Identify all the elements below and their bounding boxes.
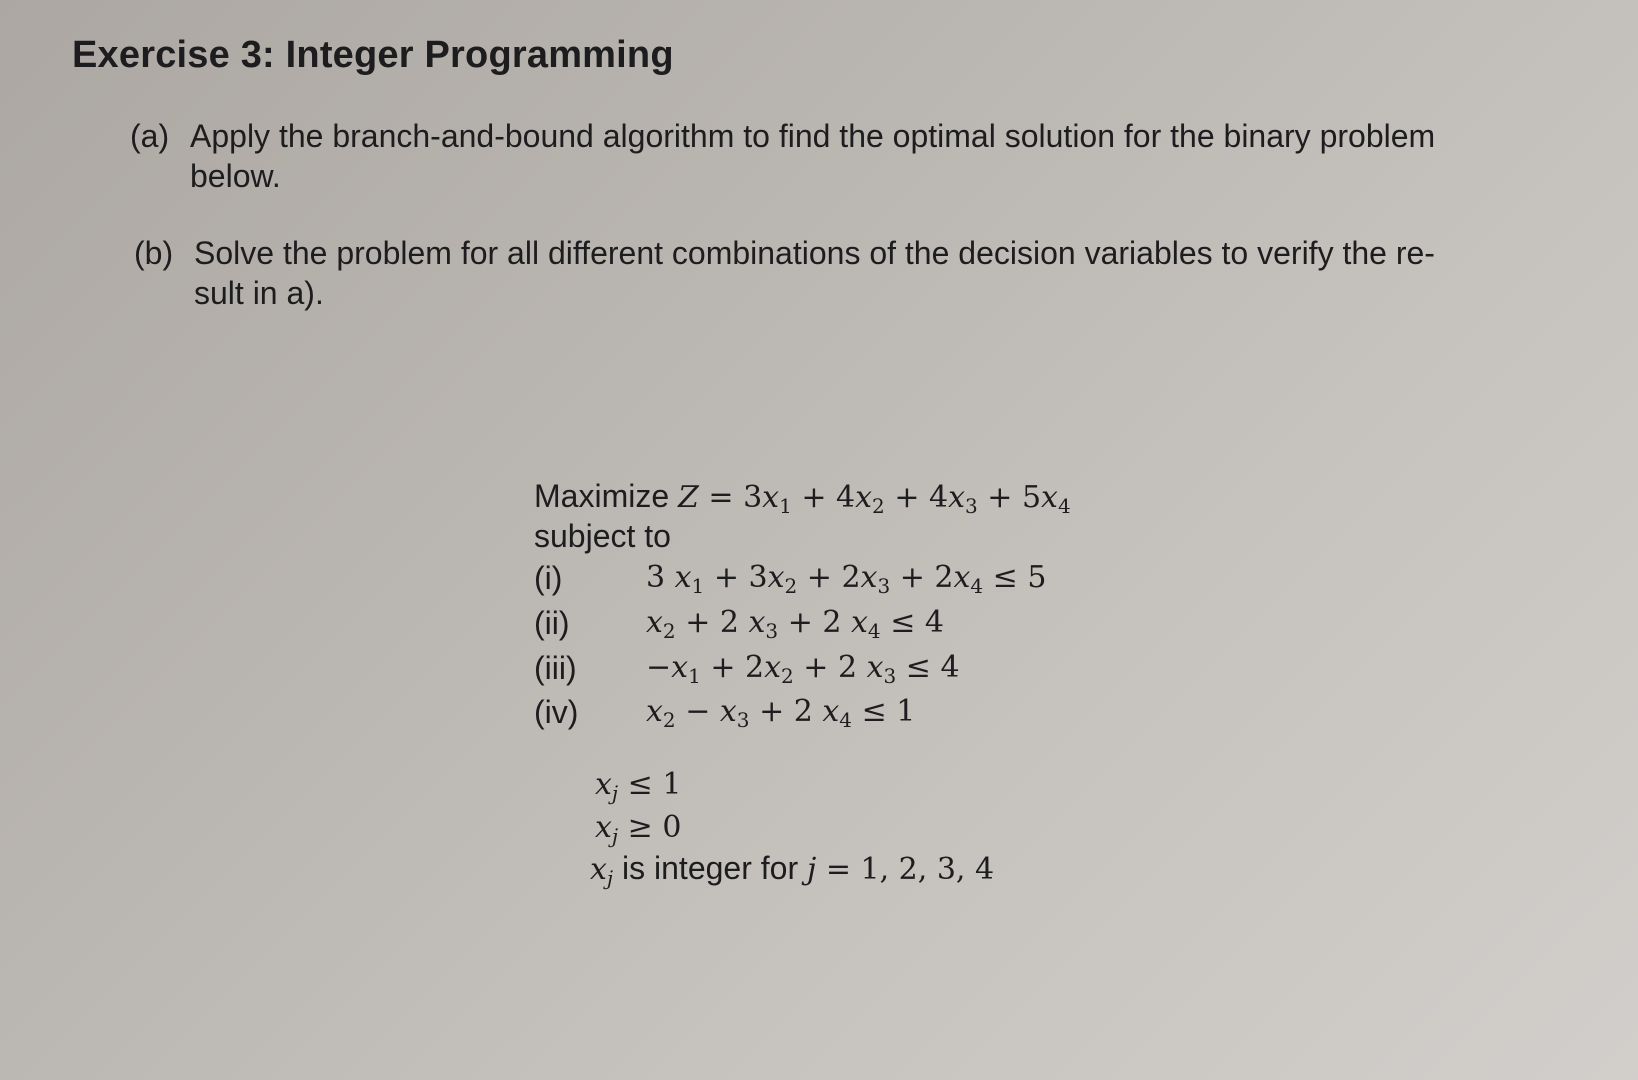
part-a-line-2: below.: [190, 158, 281, 194]
lower-bound: $x_j \ge 0$: [595, 810, 682, 848]
part-b: [134, 233, 1435, 313]
constraint-label-iii: (iii): [534, 650, 577, 686]
constraint-label-ii: (ii): [534, 605, 570, 641]
upper-bound: $x_j \le 1$: [595, 767, 682, 805]
part-b-line-1: Solve the problem for all different combinations of the decision variables to verify the re-: [194, 235, 1435, 271]
exercise-title: Exercise 3: Integer Programming: [72, 34, 674, 76]
integer-condition-text: is integer for: [622, 850, 799, 886]
objective-word: Maximize: [534, 478, 670, 514]
part-b-marker: (b): [134, 235, 174, 271]
part-b-line-2: sult in a).: [194, 275, 324, 311]
part-a: [130, 116, 1435, 196]
objective-function: [534, 478, 1071, 518]
constraint-ii: $x_2 + 2$ $x_3 + 2$ $x_4 \le 4$: [646, 605, 944, 643]
constraint-i: 3 $x_1 + 3x_2 + 2x_3 + 2x_4 \le 5$: [646, 560, 1047, 598]
constraint-iv: $x_2 - x_3 + 2$ $x_4 \le 1$: [646, 694, 916, 732]
part-a-line-1: Apply the branch-and-bound algorithm to find the optimal solution for the binary problem: [190, 118, 1436, 154]
constraint-label-i: (i): [534, 560, 563, 596]
constraint-label-iv: (iv): [534, 694, 579, 730]
objective-expression: $Z = 3x_1 + 4x_2 + 4x_3 + 5x_4$: [678, 480, 1071, 518]
integer-condition: $x_j$ is integer for j = 1, 2, 3, 4: [590, 850, 995, 890]
constraint-iii: $-x_1 + 2x_2 + 2$ $x_3 \le 4$: [646, 650, 960, 688]
subject-to-label: subject to: [534, 518, 671, 554]
part-a-marker: (a): [130, 118, 170, 154]
